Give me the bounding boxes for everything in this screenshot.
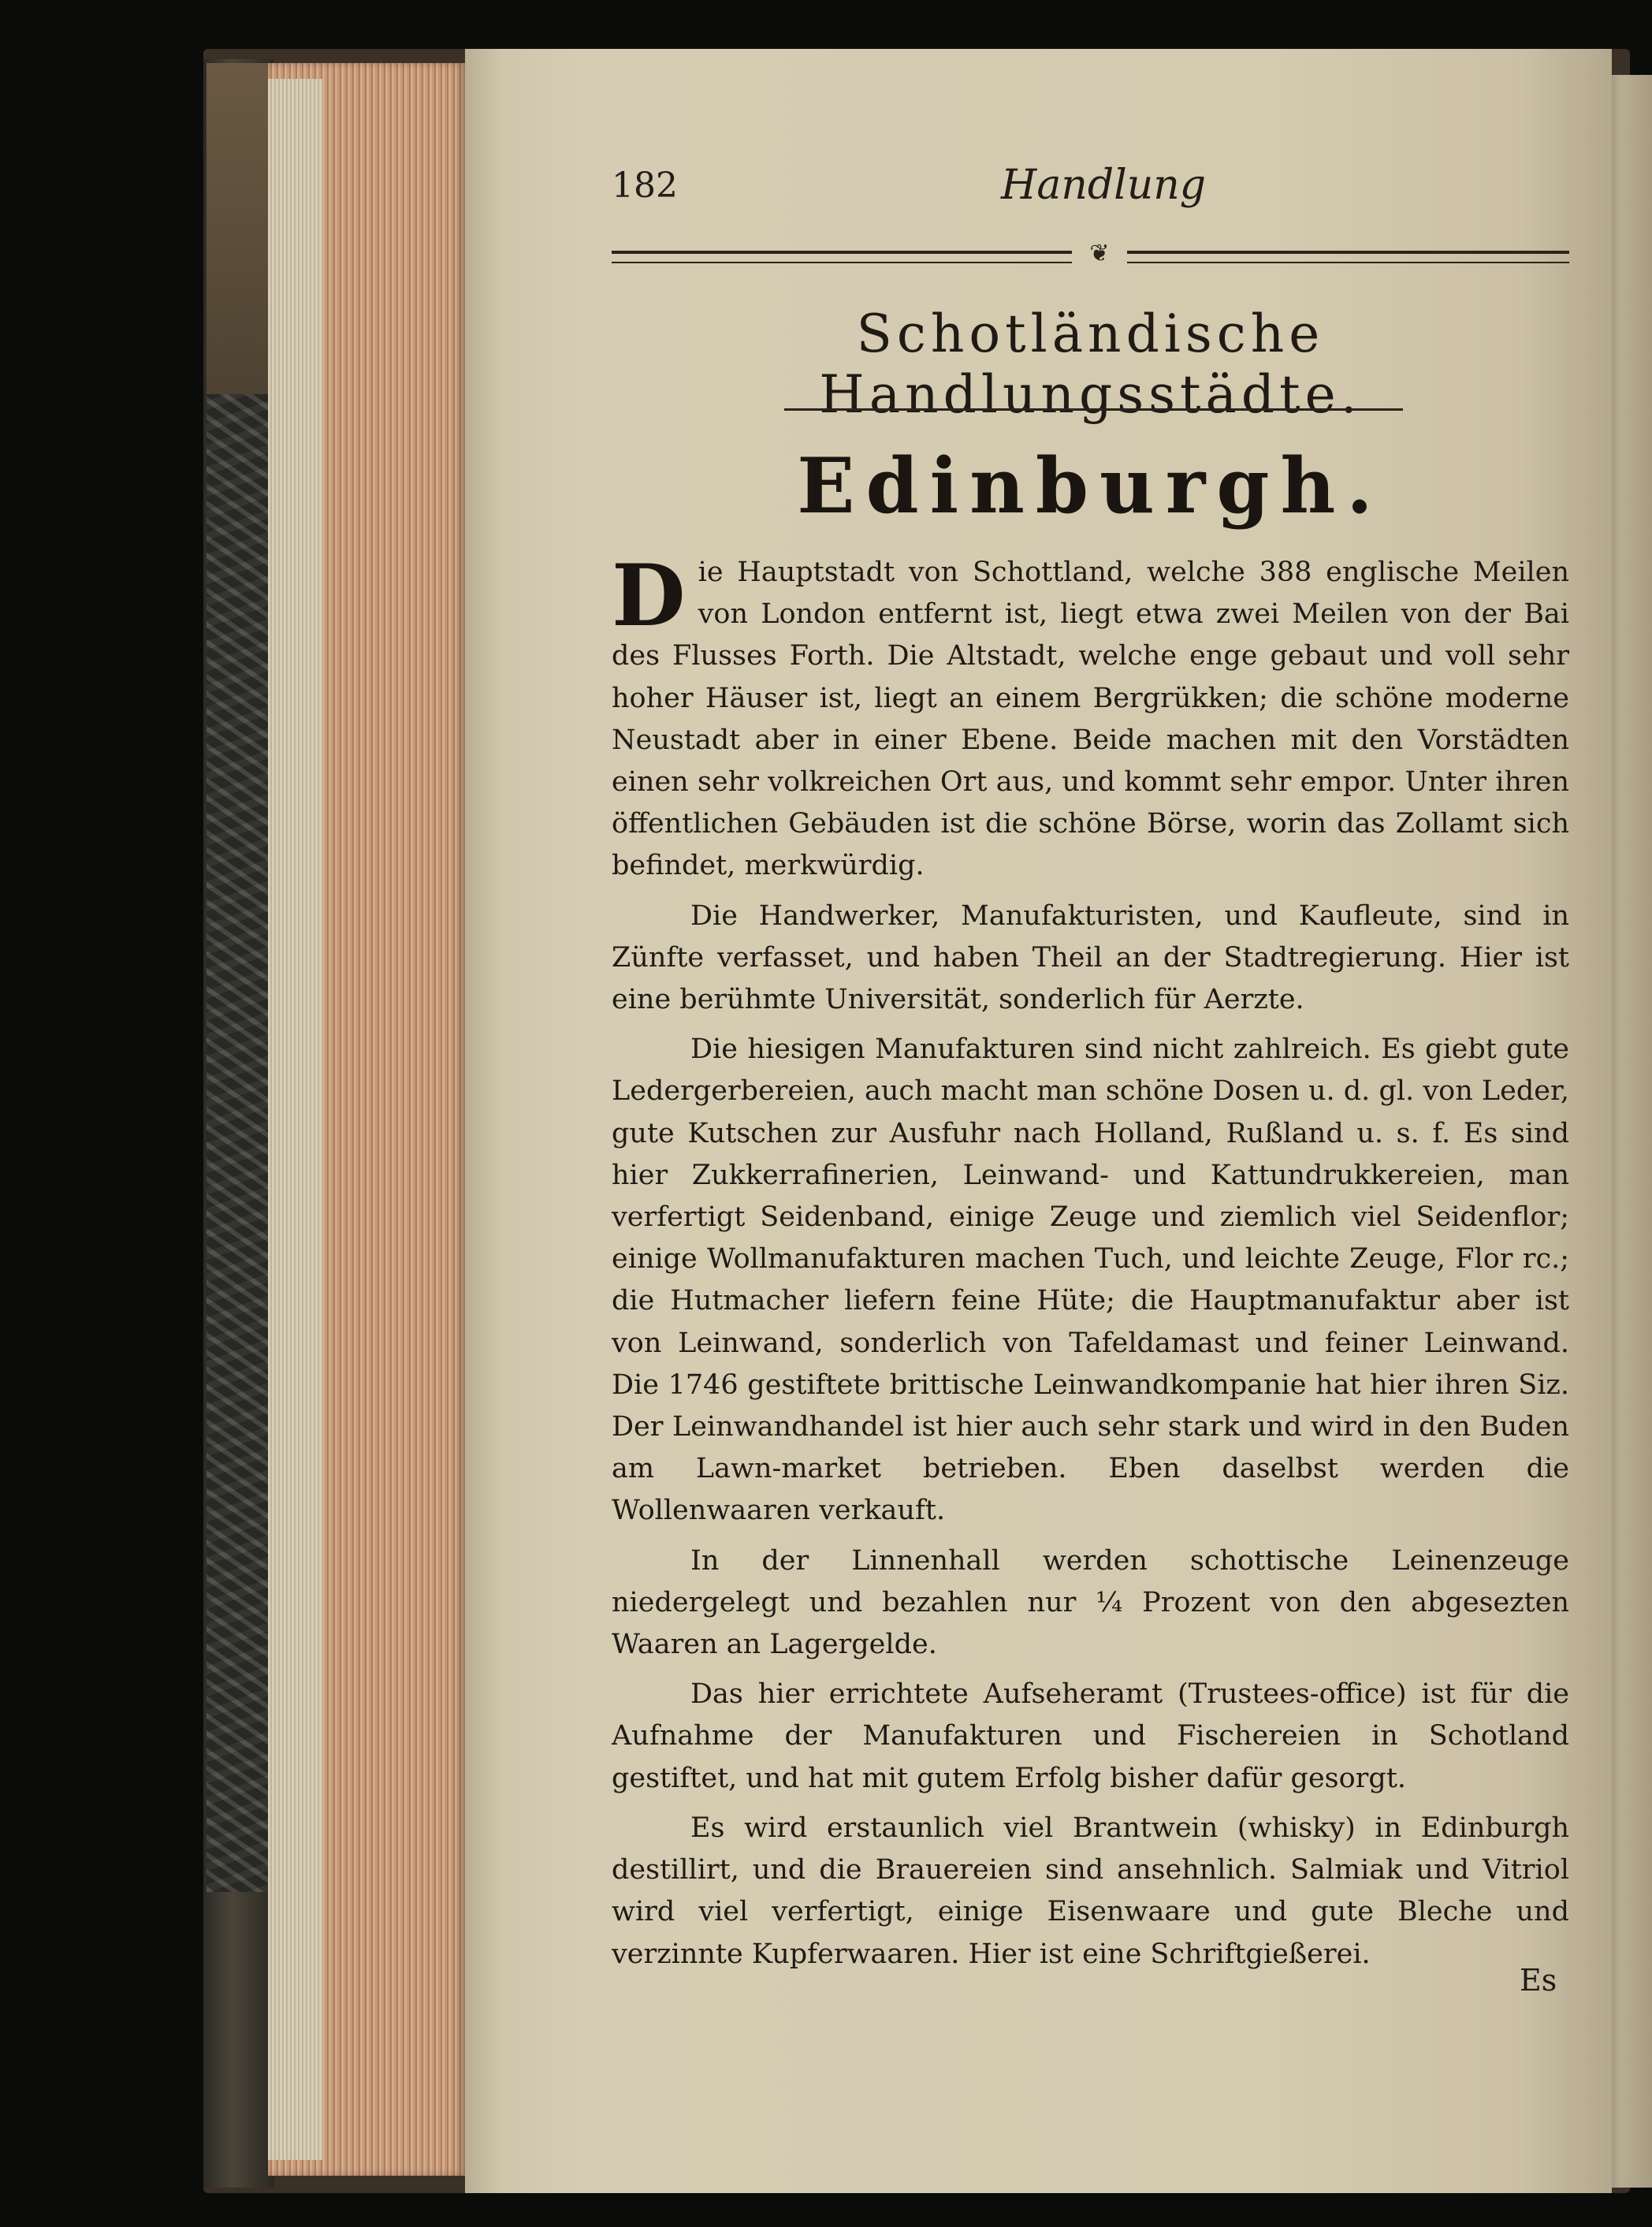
paragraph-3: Die hiesigen Manufakturen sind nicht zahlreich. Es giebt gute Ledergerbereien, auch macht man schöne Dosen u. d. gl. von Leder, gute Kutschen zur Ausfuhr nach Holland, Rußland u. s. f. Es sind hier Zukkerrafinerien, Leinwand- und Kattundrukkereien, man verfertigt Seidenband, einige Zeuge und ziemlich viel Seidenflor; einige Wollmanufakturen machen Tuch, und leichte Zeuge, Flor rc.; die Hutmacher liefern feine Hüte; die Hauptmanufaktur aber ist von Leinwand, sonderlich von Tafeldamast und feiner Leinwand. Die 1746 gestiftete brittische Leinwandkompanie hat hier ihren Siz. Der Leinwandhandel ist hier auch sehr stark und wird in den Buden am Lawn-market betrieben. Eben daselbst werden die Wollenwaaren verkauft. — [612, 1033, 1569, 1527]
paragraph-6: Es wird erstaunlich viel Brantwein (whisky) in Edinburgh destillirt, und die Brauereien sind ansehnlich. Salmiak und Vitriol wird viel verfertigt, einige Eisenwaare und gute Bleche und verzinnte Kupferwaaren. Hier ist eine Schriftgießerei. — [612, 1812, 1569, 1970]
catchword: Es — [1520, 1963, 1557, 1998]
paragraph-4: In der Linnenhall werden schottische Leinenzeuge niedergelegt und bezahlen nur ¼ Prozent von den abgesezten Waaren an Lagergelde. — [612, 1544, 1569, 1661]
drop-cap: D — [612, 546, 686, 646]
page-body — [612, 546, 1569, 1983]
city-heading: Edinburgh. — [797, 441, 1384, 531]
paragraph-5: Das hier errichtete Aufseheramt (Trustees-office) ist für die Aufnahme der Manufakturen und Fischereien in Schotland gestiftet, und hat mit gutem Erfolg bisher dafür gesorgt. — [612, 1678, 1569, 1794]
section-title: Schotländische Handlungsstädte. — [819, 304, 1362, 425]
title-divider — [784, 408, 1403, 411]
cover-leather — [206, 63, 270, 394]
page-edges-inner — [268, 79, 323, 2160]
paragraph-2: Die Handwerker, Manufakturisten, und Kaufleute, sind in Zünfte verfasset, und haben Theil an der Stadtregierung. Hier ist eine berühmte Universität, sonderlich für Aerzte. — [612, 899, 1569, 1016]
ornament-icon: ❦ — [1072, 240, 1127, 267]
page-number: 182 — [612, 166, 678, 206]
paragraph-1 — [612, 546, 1569, 888]
marbled-cover — [206, 394, 270, 1892]
running-title: Handlung — [1001, 162, 1207, 209]
paragraph-1-text: ie Hauptstadt von Schottland, welche 388 englische Meilen von London entfernt ist, liegt etwa zwei Meilen von der Bai des Flusses Forth. Die Altstadt, welche enge gebaut und voll sehr hoher Häuser ist, liegt an einem Bergrükken; die schöne moderne Neustadt aber in einer Ebene. Beide machen mit den Vorstädten einen sehr volkreichen Ort aus, und kommt sehr empor. Unter ihren öffentlichen Gebäuden ist die schöne Börse, worin das Zollamt sich befindet, merkwürdig. — [612, 557, 1569, 882]
